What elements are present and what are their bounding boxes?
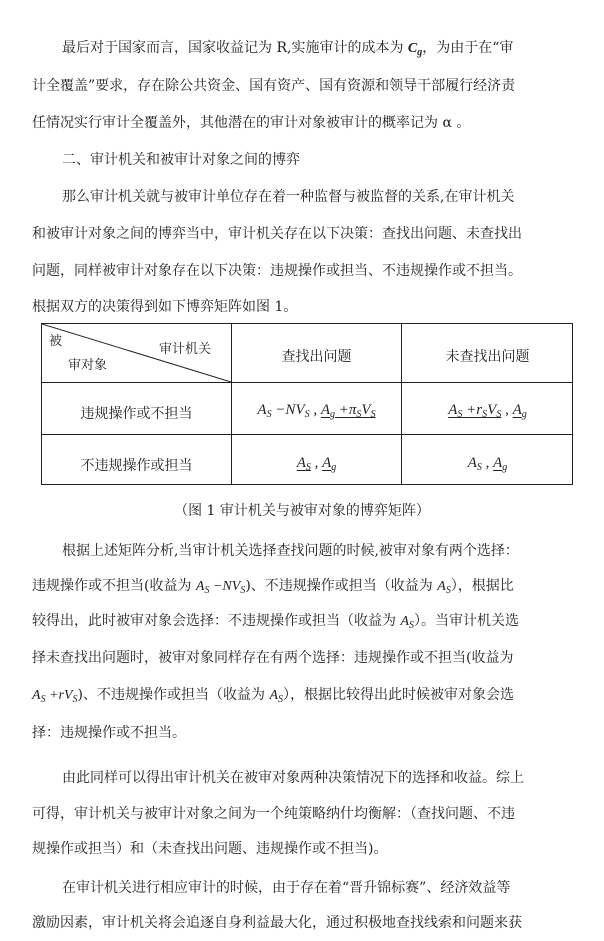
paragraph3-line2 [32, 576, 580, 596]
subscript: S [305, 462, 311, 473]
cost-symbol [408, 41, 422, 56]
text: ）。当审计机关选 [414, 613, 520, 629]
symbol: A [512, 402, 522, 418]
text: 最后对于国家而言，国家收益记为 R,实施审计的成本为 [62, 40, 408, 56]
paragraph1-line1 [62, 38, 580, 58]
paragraph4-line2: 可得，审计机关与被审计对象之间为一个纯策略纳什均衡解：（查找问题、不违 [32, 806, 515, 822]
symbol: A [400, 614, 410, 629]
paragraph3-line1: 根据上述矩阵分析,当审计机关选择查找问题的时候,被审对象有两个选择： [62, 543, 519, 559]
paragraph4-line1: 由此同样可以得出审计机关在被审对象两种决策情况下的选择和收益。综上 [62, 770, 524, 786]
corner-label-top-left: 被 [49, 334, 63, 349]
subscript: S [370, 409, 376, 420]
text: )、不违规操作或担当（收益为 [245, 578, 438, 594]
game-matrix-table [41, 323, 573, 485]
payoff-cell-r2c2 [402, 455, 573, 473]
formula [437, 579, 451, 594]
separator: , [309, 402, 321, 418]
symbol: −NV [209, 579, 241, 594]
text: 违规操作或不担当(收益为 [32, 578, 196, 594]
corner-label-audited: 审对象 [68, 358, 108, 373]
paragraph3-line4: 择未查找出问题时，被审对象同样存在有两个选择：违规操作或不担当(收益为 [32, 650, 514, 666]
subscript: S [356, 409, 362, 420]
underlined-payoff [322, 455, 336, 471]
paragraph1-line3: 任情况实行审计全覆盖外，其他潜在的审计对象被审计的概率记为 α 。 [32, 115, 471, 131]
underlined-payoff [448, 402, 501, 418]
symbol: A [257, 402, 267, 418]
paragraph4-line3: 规操作或担当）和（未查找出问题、违规操作或不担当)。 [32, 841, 388, 857]
symbol: A [322, 455, 332, 471]
paragraph3-line6: 择：违规操作或不担当。 [32, 725, 186, 741]
column-header-not-found: 未查找出问题 [445, 349, 530, 365]
symbol: A [437, 579, 446, 594]
text: ），根据比 [450, 578, 514, 594]
symbol: C [407, 41, 418, 56]
symbol: A [467, 455, 477, 471]
subscript: S [496, 409, 502, 420]
subscript: g [417, 47, 423, 58]
subscript: S [476, 462, 482, 473]
paragraph5-line2: 激励因素，审计机关将会追逐自身利益最大化，通过积极地查找线索和问题来获 [32, 915, 522, 931]
separator: , [481, 455, 494, 471]
symbol: A [296, 455, 306, 471]
payoff-cell-r1c1 [232, 402, 401, 420]
column-header-found: 查找出问题 [281, 349, 352, 365]
symbol: +r [462, 402, 483, 418]
subscript: S [40, 694, 46, 705]
subscript: S [304, 409, 310, 420]
subscript: S [445, 585, 451, 596]
subscript: S [482, 409, 488, 420]
text: ），根据比较得出此时候被审对象会选 [283, 687, 514, 703]
payoff-cell-r2c1 [232, 455, 401, 473]
underlined-payoff [321, 402, 376, 418]
paragraph3-line5 [32, 685, 580, 705]
text: ，为由于在“审 [422, 40, 514, 56]
paragraph2-line3: 问题，同样被审计对象存在以下决策：违规操作或担当、不违规操作或不担当。 [32, 263, 522, 279]
subscript: S [240, 585, 246, 596]
subscript: g [330, 409, 336, 420]
symbol: A [493, 455, 503, 471]
table-divider [42, 434, 572, 435]
row-header-violate: 违规操作或不担当 [80, 406, 193, 422]
separator: , [310, 455, 323, 471]
symbol: A [448, 402, 458, 418]
subscript: S [457, 409, 463, 420]
paragraph2-line1: 那么审计机关就与被审计单位存在着一种监督与被监督的关系,在审计机关 [62, 189, 515, 205]
formula [32, 688, 78, 703]
formula [269, 688, 283, 703]
text: )、不违规操作或担当（收益为 [77, 687, 270, 703]
subscript: S [266, 409, 272, 420]
underlined-payoff [297, 455, 311, 471]
paragraph1-line2: 计全覆盖”要求，存在除公共资金、国有资产、国有资源和领导干部履行经济责 [32, 78, 516, 94]
symbol: A [269, 688, 278, 703]
paragraph5-line1: 在审计机关进行相应审计的时候，由于存在着“晋升锦标赛”、经济效益等 [62, 880, 511, 896]
section-heading: 二、审计机关和被审计对象之间的博弈 [62, 152, 300, 168]
subscript: g [331, 462, 337, 473]
text: 较得出，此时被审对象会选择：不违规操作或担当（收益为 [32, 613, 401, 629]
symbol: V [361, 402, 371, 418]
underlined-payoff [513, 402, 527, 418]
formula [196, 579, 245, 594]
subscript: S [72, 694, 78, 705]
separator: , [501, 402, 513, 418]
corner-label-auditor: 审计机关 [159, 342, 212, 357]
subscript: S [204, 585, 210, 596]
subscript: g [521, 409, 527, 420]
subscript: S [409, 620, 415, 631]
paragraph3-line3 [32, 611, 580, 631]
symbol: −NV [271, 402, 305, 418]
row-header-comply: 不违规操作或担当 [80, 458, 193, 474]
symbol: V [487, 402, 497, 418]
formula [400, 614, 414, 629]
paragraph2-line4: 根据双方的决策得到如下博弈矩阵如图 1。 [32, 299, 298, 315]
subscript: g [502, 462, 508, 473]
figure-caption: （图 1 审计机关与被审对象的博弈矩阵） [174, 503, 430, 519]
symbol: +rV [45, 688, 73, 703]
symbol: A [32, 688, 41, 703]
symbol: A [195, 579, 205, 594]
subscript: S [278, 694, 283, 705]
payoff-cell-r1c2 [402, 402, 573, 420]
underlined-payoff [493, 455, 507, 471]
paragraph2-line2: 和被审计对象之间的博弈当中，审计机关存在以下决策：查找出问题、未查找出 [32, 226, 522, 242]
symbol: +π [335, 402, 357, 418]
symbol: A [320, 402, 331, 418]
